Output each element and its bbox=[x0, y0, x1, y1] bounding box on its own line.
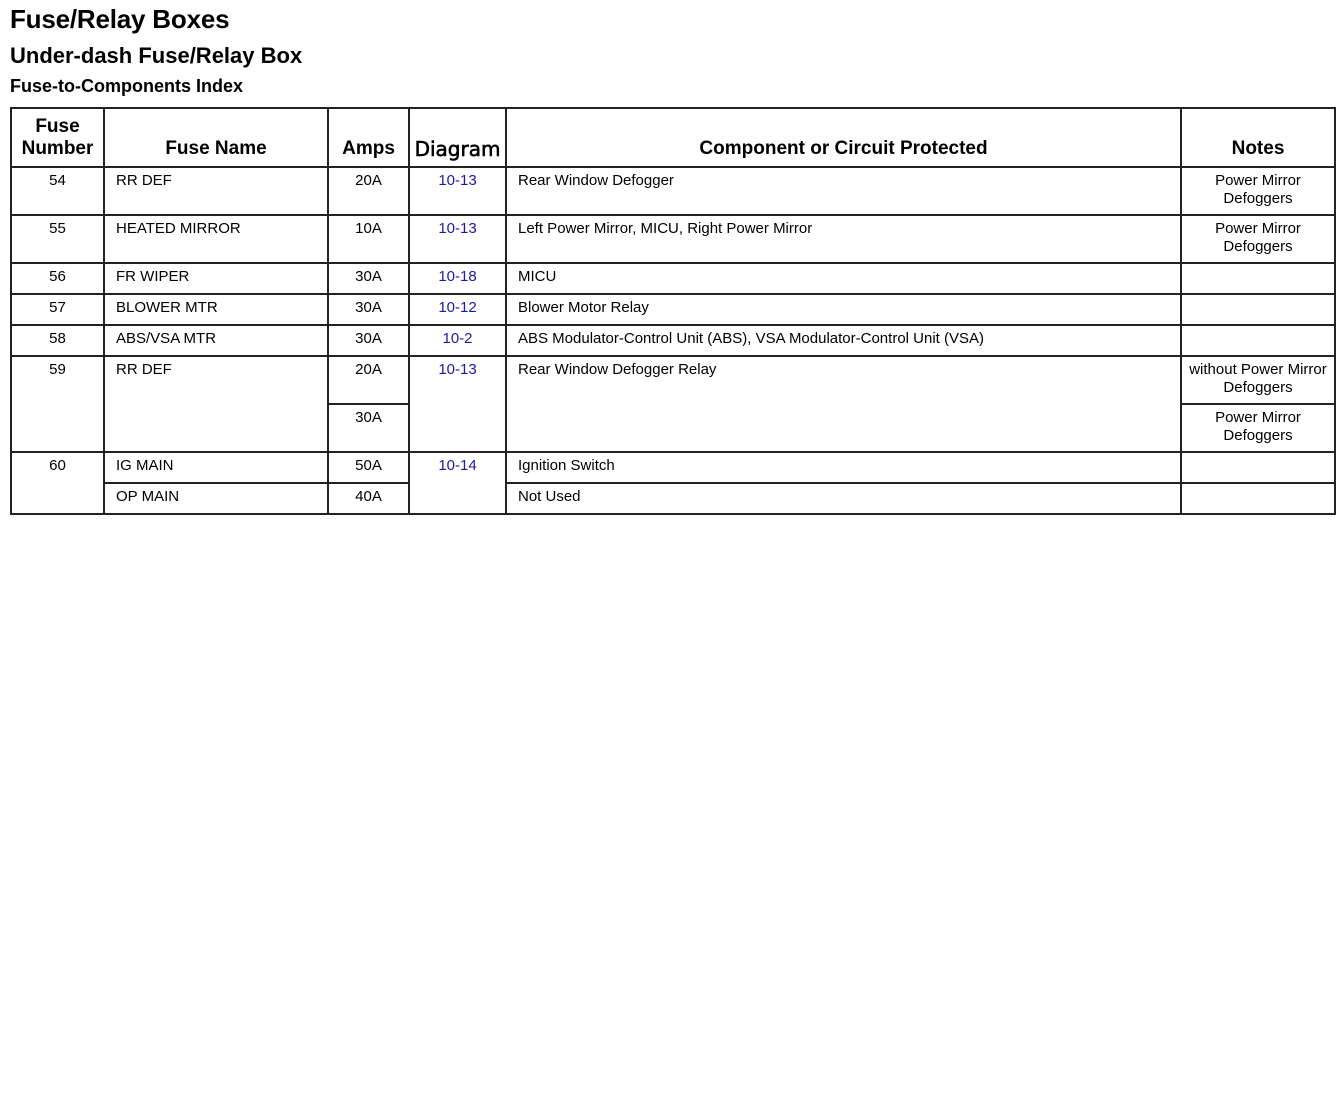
diagram-link[interactable]: 10-2 bbox=[409, 325, 506, 356]
header-amps: Amps bbox=[328, 108, 409, 167]
diagram-link[interactable]: 10-13 bbox=[409, 356, 506, 452]
fuse-name-cell: ABS/VSA MTR bbox=[104, 325, 328, 356]
fuse-number-cell: 55 bbox=[11, 215, 104, 263]
fuse-name-cell: RR DEF bbox=[104, 356, 328, 452]
table-row bbox=[11, 294, 1335, 325]
fuse-index-table bbox=[10, 107, 1336, 515]
fuse-name-cell: HEATED MIRROR bbox=[104, 215, 328, 263]
fuse-number-cell: 54 bbox=[11, 167, 104, 215]
notes-cell bbox=[1181, 294, 1335, 325]
fuse-name-cell: RR DEF bbox=[104, 167, 328, 215]
table-row bbox=[11, 263, 1335, 294]
subsection-title: Fuse-to-Components Index bbox=[10, 76, 243, 96]
amps-cell: 20A bbox=[328, 356, 409, 404]
amps-cell: 20A bbox=[328, 167, 409, 215]
component-cell: MICU bbox=[506, 263, 1181, 294]
fuse-name-cell: IG MAIN bbox=[104, 452, 328, 483]
diagram-link[interactable]: 10-13 bbox=[409, 167, 506, 215]
amps-cell: 10A bbox=[328, 215, 409, 263]
fuse-number-cell: 57 bbox=[11, 294, 104, 325]
notes-cell: Power Mirror Defoggers bbox=[1181, 404, 1335, 452]
header-fuse-name: Fuse Name bbox=[104, 108, 328, 167]
component-cell: Ignition Switch bbox=[506, 452, 1181, 483]
component-cell: Left Power Mirror, MICU, Right Power Mirror bbox=[506, 215, 1181, 263]
fuse-name-cell: OP MAIN bbox=[104, 483, 328, 514]
fuse-number-cell: 60 bbox=[11, 452, 104, 514]
fuse-number-cell: 58 bbox=[11, 325, 104, 356]
component-cell: Rear Window Defogger Relay bbox=[506, 356, 1181, 452]
component-cell: ABS Modulator-Control Unit (ABS), VSA Modulator-Control Unit (VSA) bbox=[506, 325, 1181, 356]
table-row bbox=[11, 356, 1335, 404]
amps-cell: 30A bbox=[328, 325, 409, 356]
notes-cell: Power Mirror Defoggers bbox=[1181, 215, 1335, 263]
component-cell: Not Used bbox=[506, 483, 1181, 514]
header-component: Component or Circuit Protected bbox=[506, 108, 1181, 167]
notes-cell bbox=[1181, 452, 1335, 483]
table-row bbox=[11, 452, 1335, 483]
fuse-number-cell: 56 bbox=[11, 263, 104, 294]
table-header-row bbox=[11, 108, 1335, 167]
amps-cell: 30A bbox=[328, 404, 409, 452]
header-fuse-number: Fuse Number bbox=[11, 108, 104, 167]
fuse-number-cell: 59 bbox=[11, 356, 104, 452]
header-diagram: Diagram bbox=[409, 108, 506, 167]
notes-cell bbox=[1181, 483, 1335, 514]
fuse-name-cell: FR WIPER bbox=[104, 263, 328, 294]
amps-cell: 40A bbox=[328, 483, 409, 514]
component-cell: Blower Motor Relay bbox=[506, 294, 1181, 325]
page bbox=[10, 0, 1334, 505]
section-title: Under-dash Fuse/Relay Box bbox=[10, 43, 303, 68]
diagram-link[interactable]: 10-12 bbox=[409, 294, 506, 325]
header-notes: Notes bbox=[1181, 108, 1335, 167]
table-row bbox=[11, 215, 1335, 263]
notes-cell bbox=[1181, 263, 1335, 294]
component-cell: Rear Window Defogger bbox=[506, 167, 1181, 215]
notes-cell bbox=[1181, 325, 1335, 356]
table-row bbox=[11, 325, 1335, 356]
amps-cell: 50A bbox=[328, 452, 409, 483]
amps-cell: 30A bbox=[328, 263, 409, 294]
notes-cell: without Power Mirror Defoggers bbox=[1181, 356, 1335, 404]
table-row bbox=[11, 483, 1335, 514]
diagram-link[interactable]: 10-18 bbox=[409, 263, 506, 294]
fuse-name-cell: BLOWER MTR bbox=[104, 294, 328, 325]
amps-cell: 30A bbox=[328, 294, 409, 325]
diagram-link[interactable]: 10-14 bbox=[409, 452, 506, 514]
notes-cell: Power Mirror Defoggers bbox=[1181, 167, 1335, 215]
diagram-link[interactable]: 10-13 bbox=[409, 215, 506, 263]
table-row bbox=[11, 167, 1335, 215]
page-title: Fuse/Relay Boxes bbox=[10, 4, 230, 34]
